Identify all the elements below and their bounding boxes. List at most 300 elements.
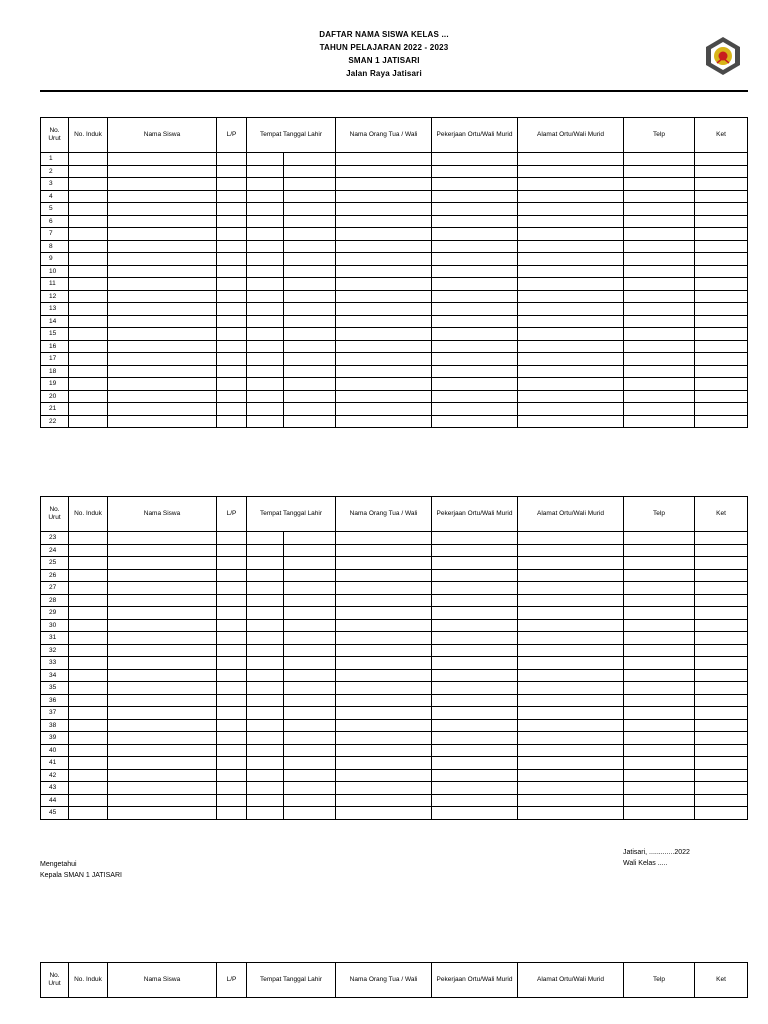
col-alamat: Alamat Ortu/Wali Murid <box>518 963 624 998</box>
empty-cell <box>695 353 748 366</box>
empty-cell <box>432 253 518 266</box>
empty-cell <box>247 190 284 203</box>
empty-cell <box>695 619 748 632</box>
empty-cell <box>518 303 624 316</box>
empty-cell <box>69 190 108 203</box>
empty-cell <box>695 669 748 682</box>
empty-cell <box>624 378 695 391</box>
empty-cell <box>217 415 247 428</box>
empty-cell <box>284 744 336 757</box>
empty-cell <box>108 328 217 341</box>
empty-cell <box>518 657 624 670</box>
empty-cell <box>284 632 336 645</box>
empty-cell <box>108 557 217 570</box>
empty-cell <box>108 303 217 316</box>
col-nama-orang-tua: Nama Orang Tua / Wali <box>336 118 432 153</box>
empty-cell <box>695 328 748 341</box>
empty-cell <box>217 378 247 391</box>
row-number: 39 <box>41 732 69 745</box>
empty-cell <box>284 340 336 353</box>
empty-cell <box>108 353 217 366</box>
empty-cell <box>69 644 108 657</box>
empty-cell <box>624 228 695 241</box>
empty-cell <box>217 607 247 620</box>
empty-cell <box>624 303 695 316</box>
empty-cell <box>108 290 217 303</box>
row-number: 40 <box>41 744 69 757</box>
empty-cell <box>695 178 748 191</box>
empty-cell <box>284 315 336 328</box>
empty-cell <box>69 669 108 682</box>
empty-cell <box>518 153 624 166</box>
table-row <box>41 265 748 278</box>
empty-cell <box>284 644 336 657</box>
empty-cell <box>624 694 695 707</box>
empty-cell <box>518 228 624 241</box>
empty-cell <box>432 582 518 595</box>
empty-cell <box>108 315 217 328</box>
row-number: 32 <box>41 644 69 657</box>
empty-cell <box>284 794 336 807</box>
col-ket: Ket <box>695 497 748 532</box>
empty-cell <box>284 353 336 366</box>
empty-cell <box>518 644 624 657</box>
empty-cell <box>217 594 247 607</box>
empty-cell <box>624 607 695 620</box>
school-name-line: SMAN 1 JATISARI <box>348 56 420 65</box>
empty-cell <box>247 353 284 366</box>
empty-cell <box>624 782 695 795</box>
empty-cell <box>284 403 336 416</box>
col-lp: L/P <box>217 118 247 153</box>
empty-cell <box>624 807 695 820</box>
empty-cell <box>247 744 284 757</box>
empty-cell <box>336 215 432 228</box>
empty-cell <box>432 632 518 645</box>
row-number: 17 <box>41 353 69 366</box>
empty-cell <box>432 694 518 707</box>
table-row <box>41 744 748 757</box>
empty-cell <box>247 215 284 228</box>
empty-cell <box>108 253 217 266</box>
empty-cell <box>624 569 695 582</box>
row-number: 20 <box>41 390 69 403</box>
empty-cell <box>695 582 748 595</box>
empty-cell <box>284 190 336 203</box>
empty-cell <box>247 303 284 316</box>
empty-cell <box>284 290 336 303</box>
row-number: 12 <box>41 290 69 303</box>
row-number: 29 <box>41 607 69 620</box>
empty-cell <box>247 794 284 807</box>
empty-cell <box>69 807 108 820</box>
empty-cell <box>217 165 247 178</box>
empty-cell <box>624 794 695 807</box>
empty-cell <box>247 532 284 545</box>
empty-cell <box>69 719 108 732</box>
student-table-2 <box>40 496 748 820</box>
signature-wali <box>623 847 690 869</box>
table-row <box>41 782 748 795</box>
empty-cell <box>284 732 336 745</box>
empty-cell <box>247 365 284 378</box>
empty-cell <box>217 732 247 745</box>
empty-cell <box>69 328 108 341</box>
empty-cell <box>217 669 247 682</box>
empty-cell <box>518 165 624 178</box>
empty-cell <box>336 390 432 403</box>
empty-cell <box>695 794 748 807</box>
row-number: 8 <box>41 240 69 253</box>
empty-cell <box>217 544 247 557</box>
empty-cell <box>284 544 336 557</box>
empty-cell <box>336 532 432 545</box>
empty-cell <box>695 657 748 670</box>
empty-cell <box>695 782 748 795</box>
empty-cell <box>695 340 748 353</box>
table-row <box>41 719 748 732</box>
place-date: Jatisari, .............2022 <box>623 849 690 856</box>
empty-cell <box>336 694 432 707</box>
empty-cell <box>108 544 217 557</box>
empty-cell <box>69 228 108 241</box>
empty-cell <box>69 619 108 632</box>
empty-cell <box>284 607 336 620</box>
row-number: 30 <box>41 619 69 632</box>
empty-cell <box>624 582 695 595</box>
empty-cell <box>69 544 108 557</box>
empty-cell <box>336 265 432 278</box>
empty-cell <box>108 682 217 695</box>
empty-cell <box>518 403 624 416</box>
empty-cell <box>336 619 432 632</box>
empty-cell <box>624 165 695 178</box>
table-row <box>41 544 748 557</box>
empty-cell <box>432 557 518 570</box>
empty-cell <box>108 707 217 720</box>
empty-cell <box>69 378 108 391</box>
empty-cell <box>336 353 432 366</box>
table-row <box>41 569 748 582</box>
empty-cell <box>695 165 748 178</box>
empty-cell <box>217 807 247 820</box>
empty-cell <box>284 153 336 166</box>
empty-cell <box>217 153 247 166</box>
empty-cell <box>432 303 518 316</box>
empty-cell <box>108 582 217 595</box>
empty-cell <box>108 340 217 353</box>
empty-cell <box>695 532 748 545</box>
empty-cell <box>69 290 108 303</box>
empty-cell <box>247 328 284 341</box>
empty-cell <box>247 265 284 278</box>
empty-cell <box>247 594 284 607</box>
row-number: 42 <box>41 769 69 782</box>
empty-cell <box>624 682 695 695</box>
row-number: 38 <box>41 719 69 732</box>
empty-cell <box>624 707 695 720</box>
empty-cell <box>336 569 432 582</box>
empty-cell <box>695 278 748 291</box>
col-tempat-tanggal-lahir: Tempat Tanggal Lahir <box>247 963 336 998</box>
col-no-induk: No. Induk <box>69 963 108 998</box>
empty-cell <box>624 619 695 632</box>
empty-cell <box>518 415 624 428</box>
table-row <box>41 657 748 670</box>
empty-cell <box>518 390 624 403</box>
empty-cell <box>432 403 518 416</box>
col-ket: Ket <box>695 963 748 998</box>
empty-cell <box>217 557 247 570</box>
row-number: 37 <box>41 707 69 720</box>
empty-cell <box>432 682 518 695</box>
empty-cell <box>108 782 217 795</box>
empty-cell <box>108 403 217 416</box>
empty-cell <box>217 190 247 203</box>
empty-cell <box>108 657 217 670</box>
empty-cell <box>432 278 518 291</box>
empty-cell <box>518 557 624 570</box>
empty-cell <box>284 557 336 570</box>
empty-cell <box>336 769 432 782</box>
signature-kepala <box>40 859 122 881</box>
empty-cell <box>695 365 748 378</box>
empty-cell <box>518 594 624 607</box>
empty-cell <box>284 694 336 707</box>
empty-cell <box>432 719 518 732</box>
empty-cell <box>336 732 432 745</box>
empty-cell <box>336 632 432 645</box>
empty-cell <box>432 165 518 178</box>
empty-cell <box>518 569 624 582</box>
empty-cell <box>624 544 695 557</box>
student-table-1 <box>40 117 748 428</box>
row-number: 31 <box>41 632 69 645</box>
empty-cell <box>624 657 695 670</box>
empty-cell <box>108 632 217 645</box>
empty-cell <box>69 594 108 607</box>
empty-cell <box>336 403 432 416</box>
empty-cell <box>518 582 624 595</box>
empty-cell <box>217 340 247 353</box>
row-number: 16 <box>41 340 69 353</box>
row-number: 23 <box>41 532 69 545</box>
col-lp: L/P <box>217 497 247 532</box>
table-row <box>41 694 748 707</box>
row-number: 9 <box>41 253 69 266</box>
col-lp: L/P <box>217 963 247 998</box>
empty-cell <box>284 365 336 378</box>
empty-cell <box>284 582 336 595</box>
table-row <box>41 215 748 228</box>
empty-cell <box>69 769 108 782</box>
empty-cell <box>108 532 217 545</box>
empty-cell <box>518 215 624 228</box>
empty-cell <box>518 240 624 253</box>
empty-cell <box>69 215 108 228</box>
empty-cell <box>624 153 695 166</box>
empty-cell <box>284 228 336 241</box>
empty-cell <box>69 694 108 707</box>
row-number: 22 <box>41 415 69 428</box>
empty-cell <box>336 607 432 620</box>
empty-cell <box>695 707 748 720</box>
empty-cell <box>432 415 518 428</box>
empty-cell <box>432 153 518 166</box>
empty-cell <box>336 719 432 732</box>
empty-cell <box>695 594 748 607</box>
row-number: 33 <box>41 657 69 670</box>
empty-cell <box>624 353 695 366</box>
empty-cell <box>336 582 432 595</box>
wali-kelas-label: Wali Kelas ..... <box>623 860 668 867</box>
empty-cell <box>247 732 284 745</box>
empty-cell <box>518 607 624 620</box>
empty-cell <box>69 253 108 266</box>
empty-cell <box>695 769 748 782</box>
empty-cell <box>432 532 518 545</box>
empty-cell <box>108 569 217 582</box>
empty-cell <box>108 153 217 166</box>
empty-cell <box>217 644 247 657</box>
col-nama-orang-tua: Nama Orang Tua / Wali <box>336 497 432 532</box>
empty-cell <box>336 744 432 757</box>
empty-cell <box>432 378 518 391</box>
empty-cell <box>432 340 518 353</box>
empty-cell <box>624 719 695 732</box>
empty-cell <box>518 253 624 266</box>
empty-cell <box>518 265 624 278</box>
empty-cell <box>336 190 432 203</box>
empty-cell <box>695 632 748 645</box>
empty-cell <box>518 794 624 807</box>
empty-cell <box>247 153 284 166</box>
empty-cell <box>247 390 284 403</box>
empty-cell <box>108 619 217 632</box>
empty-cell <box>695 757 748 770</box>
empty-cell <box>217 228 247 241</box>
empty-cell <box>247 278 284 291</box>
empty-cell <box>69 390 108 403</box>
empty-cell <box>336 594 432 607</box>
col-alamat: Alamat Ortu/Wali Murid <box>518 118 624 153</box>
empty-cell <box>217 757 247 770</box>
table-row <box>41 794 748 807</box>
empty-cell <box>695 569 748 582</box>
row-number: 45 <box>41 807 69 820</box>
empty-cell <box>247 240 284 253</box>
empty-cell <box>336 682 432 695</box>
empty-cell <box>284 682 336 695</box>
empty-cell <box>69 240 108 253</box>
empty-cell <box>432 544 518 557</box>
row-number: 4 <box>41 190 69 203</box>
document-header <box>0 28 768 80</box>
empty-cell <box>432 215 518 228</box>
empty-cell <box>336 707 432 720</box>
empty-cell <box>247 619 284 632</box>
empty-cell <box>217 782 247 795</box>
empty-cell <box>624 757 695 770</box>
row-number: 35 <box>41 682 69 695</box>
empty-cell <box>69 794 108 807</box>
empty-cell <box>336 240 432 253</box>
empty-cell <box>624 769 695 782</box>
empty-cell <box>247 607 284 620</box>
empty-cell <box>518 782 624 795</box>
empty-cell <box>695 732 748 745</box>
empty-cell <box>432 265 518 278</box>
col-alamat: Alamat Ortu/Wali Murid <box>518 497 624 532</box>
empty-cell <box>69 757 108 770</box>
table-header-row <box>41 118 748 153</box>
empty-cell <box>247 178 284 191</box>
empty-cell <box>284 215 336 228</box>
row-number: 18 <box>41 365 69 378</box>
empty-cell <box>336 794 432 807</box>
empty-cell <box>284 415 336 428</box>
table-row <box>41 290 748 303</box>
empty-cell <box>69 744 108 757</box>
empty-cell <box>217 253 247 266</box>
empty-cell <box>217 240 247 253</box>
table-row <box>41 769 748 782</box>
empty-cell <box>624 190 695 203</box>
empty-cell <box>69 203 108 216</box>
empty-cell <box>624 557 695 570</box>
empty-cell <box>336 807 432 820</box>
empty-cell <box>624 365 695 378</box>
empty-cell <box>69 782 108 795</box>
table-row <box>41 403 748 416</box>
empty-cell <box>624 403 695 416</box>
row-number: 36 <box>41 694 69 707</box>
empty-cell <box>695 719 748 732</box>
empty-cell <box>336 278 432 291</box>
empty-cell <box>432 794 518 807</box>
table-row <box>41 807 748 820</box>
empty-cell <box>624 390 695 403</box>
empty-cell <box>217 290 247 303</box>
empty-cell <box>108 215 217 228</box>
empty-cell <box>217 582 247 595</box>
empty-cell <box>518 178 624 191</box>
empty-cell <box>624 328 695 341</box>
empty-cell <box>336 669 432 682</box>
row-number: 10 <box>41 265 69 278</box>
empty-cell <box>284 532 336 545</box>
empty-cell <box>217 403 247 416</box>
empty-cell <box>284 278 336 291</box>
row-number: 2 <box>41 165 69 178</box>
empty-cell <box>432 757 518 770</box>
empty-cell <box>432 744 518 757</box>
row-number: 21 <box>41 403 69 416</box>
table-header-row <box>41 963 748 998</box>
col-telp: Telp <box>624 118 695 153</box>
school-emblem-icon <box>703 36 743 76</box>
empty-cell <box>217 794 247 807</box>
empty-cell <box>624 632 695 645</box>
empty-cell <box>432 353 518 366</box>
empty-cell <box>518 544 624 557</box>
empty-cell <box>336 340 432 353</box>
empty-cell <box>108 203 217 216</box>
empty-cell <box>432 178 518 191</box>
empty-cell <box>247 165 284 178</box>
empty-cell <box>284 165 336 178</box>
empty-cell <box>432 732 518 745</box>
